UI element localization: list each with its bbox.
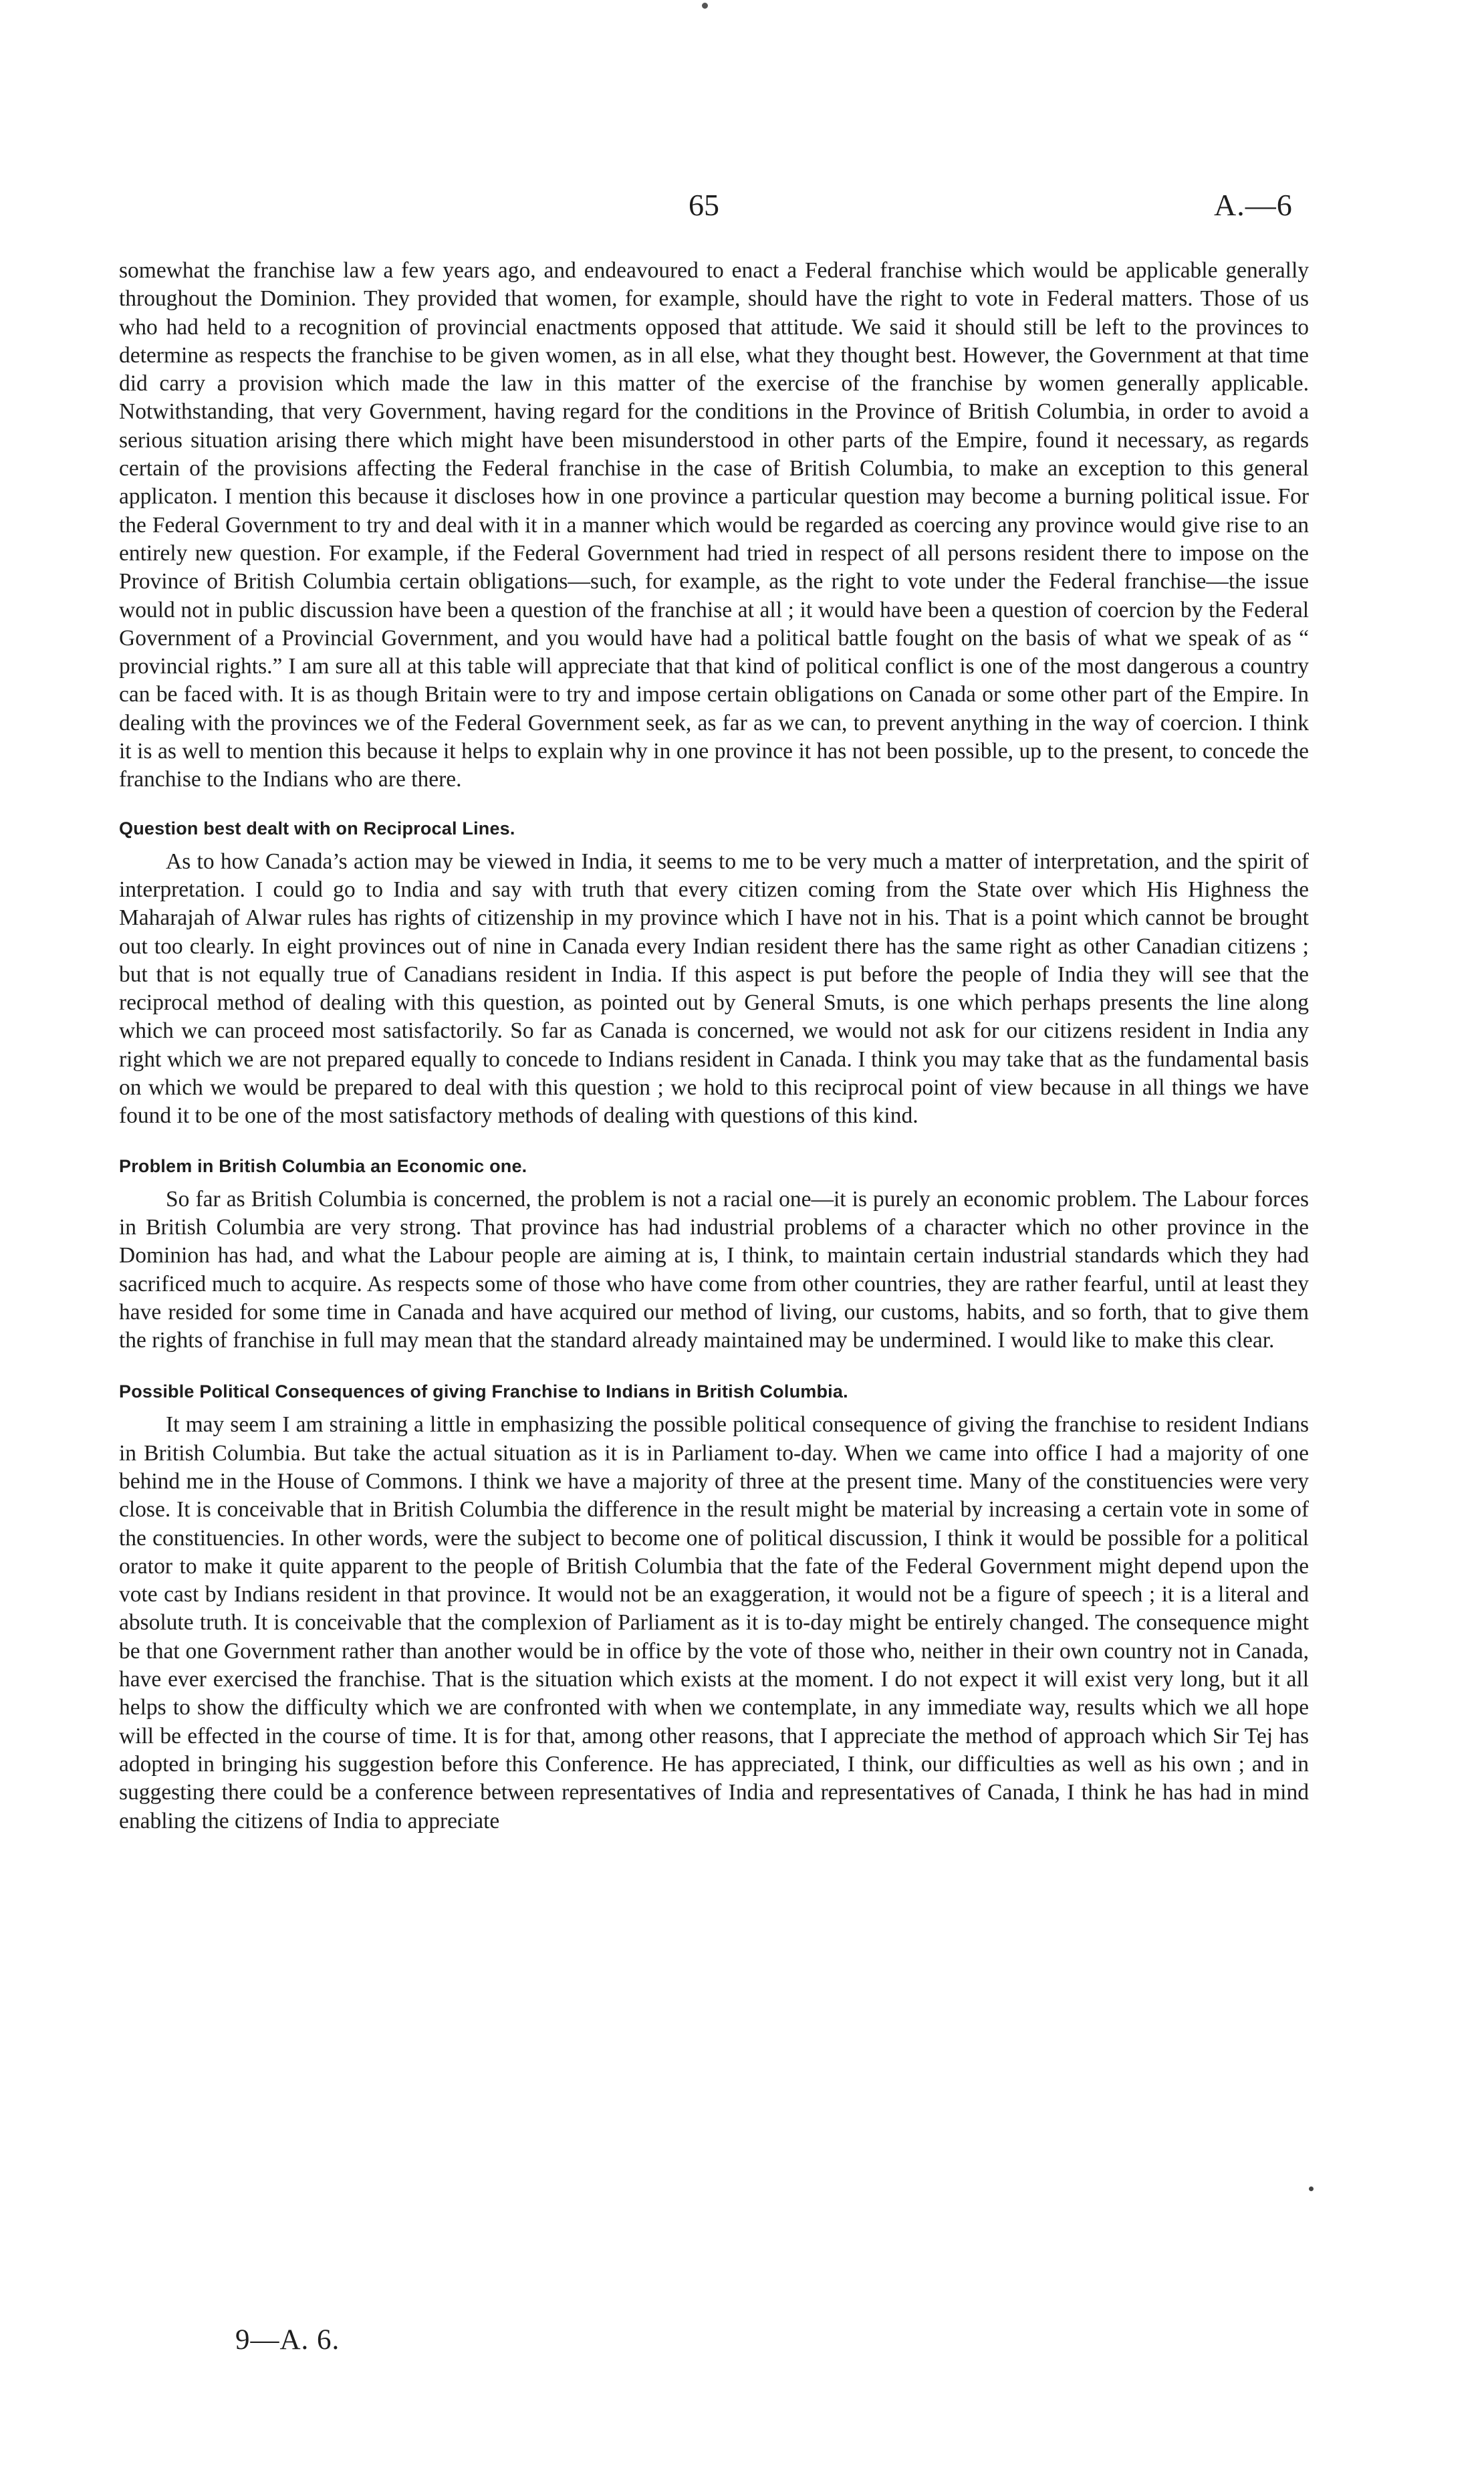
- paragraph-economic: So far as British Columbia is concerned, the problem is not a racial one—it is purely an economic problem. The Labour forces in British Columbia are very strong. That province has had industrial problems of a character which no other province in the Dominion has had, and what the Labour people are aiming at is, I think, to maintain certain industrial standards which they had sacrificed much to acquire. As respects some of those who have come from other countries, they are rather fearful, until at least they have resided for some time in Canada and have acquired our method of living, our customs, habits, and so forth, that to give them the rights of franchise in full may mean that the standard already maintained may be undermined. I would like to make this clear.: [119, 1186, 1309, 1353]
- printer-dot: [702, 3, 708, 9]
- paragraph-reciprocal: As to how Canada’s action may be viewed in India, it seems to me to be very much a matter of interpretation, and the spirit of interpretation. I could go to India and say with truth that every citizen coming from the State over which His Highness the Maharajah of Alwar rules has rights of citizenship in my province which I have not in his. That is a point which cannot be brought out too clearly. In eight provinces out of nine in Canada every Indian resident there has the same right as other Canadian citizens ; but that is not equally true of Canadians resident in India. If this aspect is put before the people of India they will see that the reciprocal method of dealing with this question, as pointed out by General Smuts, is one which perhaps presents the line along which we can proceed most satisfactorily. So far as Canada is concerned, we would not ask for our citizens resident in India any right which we are not prepared equally to concede to Indians resident in Canada. I think you may take that as the fundamental basis on which we would be prepared to deal with this question ; we hold to this reciprocal point of view because in all things we have found it to be one of the most satisfactory methods of dealing with questions of this kind.: [119, 849, 1309, 1129]
- printer-signature: 9—A. 6.: [235, 2324, 340, 2356]
- section-heading-reciprocal-lines: Question best dealt with on Reciprocal Lines.: [119, 818, 515, 838]
- section-heading-political-consequences: Possible Political Consequences of giving Franchise to Indians in British Columbia.: [119, 1381, 848, 1402]
- body-text: [119, 257, 1309, 1835]
- section-heading-economic-problem: Problem in British Columbia an Economic one.: [119, 1155, 527, 1176]
- paragraph-political-consequences: It may seem I am straining a little in emphasizing the possible political consequence of giving the franchise to resident Indians in British Columbia. But take the actual situation as it is in Parliament to-day. When we came into office I had a majority of one behind me in the House of Commons. I think we have a majority of three at the present time. Many of the constituencies were very close. It is conceivable that in British Columbia the difference in the result might be material by increasing a certain vote in some of the constituencies. In other words, were the subject to become one of political discussion, I think it would be possible for a political orator to make it quite apparent to the people of British Columbia that the fate of the Federal Government might depend upon the vote cast by Indians resident in that province. It would not be an exaggeration, it would not be a figure of speech ; it is a literal and absolute truth. It is conceivable that the complexion of Parliament as it is to-day might be entirely changed. The consequence might be that one Government rather than another would be in office by the vote of those who, neither in their own country not in Canada, have ever exercised the franchise. That is the situation which exists at the moment. I do not expect it will exist very long, but it all helps to show the difficulty which we are confronted with when we contemplate, in any immediate way, results which we all hope will be effected in the course of time. It is for that, among other reasons, that I appreciate the method of approach which Sir Tej has adopted in bringing his suggestion before this Conference. He has appreciated, I think, our difficulties as well as his own ; and in suggesting there could be a conference between representatives of India and representatives of Canada, I think he has had in mind enabling the citizens of India to appreciate: [119, 1412, 1309, 1833]
- stray-mark: [1309, 2186, 1314, 2191]
- page-number: 65: [689, 188, 719, 222]
- paragraph-continuation: somewhat the franchise law a few years ago, and endeavoured to enact a Federal franchise which would be applicable generally throughout the Dominion. They provided that women, for example, should have the right to vote in Federal matters. Those of us who had held to a recognition of provincial enactments opposed that attitude. We said it should still be left to the provinces to determine as respects the franchise to be given women, as in all else, what they thought best. However, the Government at that time did carry a provision which made the law in this matter of the exercise of the franchise by women generally applicable. Notwithstanding, that very Government, having regard for the conditions in the Province of British Columbia, in order to avoid a serious situation arising there which might have been misunderstood in other parts of the Empire, found it necessary, as regards certain of the provisions affecting the Federal franchise in the case of British Columbia, to make an exception to this general applicaton. I mention this because it discloses how in one province a particular question may become a burning political issue. For the Federal Government to try and deal with it in a manner which would be regarded as coercing any province would give rise to an entirely new question. For example, if the Federal Government had tried in respect of all persons resident there to impose on the Province of British Columbia certain obligations—such, for example, as the right to vote under the Federal franchise—the issue would not in public discussion have been a question of the franchise at all ; it would have been a question of coercion by the Federal Government of a Provincial Government, and you would have had a political battle fought on the basis of what we speak of as “ provincial rights.” I am sure all at this table will appreciate that that kind of political conflict is one of the most dangerous a country can be faced with. It is as though Britain were to try and impose certain obligations on Canada or some other part of the Empire. In dealing with the provinces we of the Federal Government seek, as far as we can, to prevent anything in the way of coercion. I think it is as well to mention this because it helps to explain why in one province it has not been possible, up to the present, to concede the franchise to the Indians who are there.: [119, 258, 1309, 792]
- document-reference: A.—6: [1214, 188, 1293, 222]
